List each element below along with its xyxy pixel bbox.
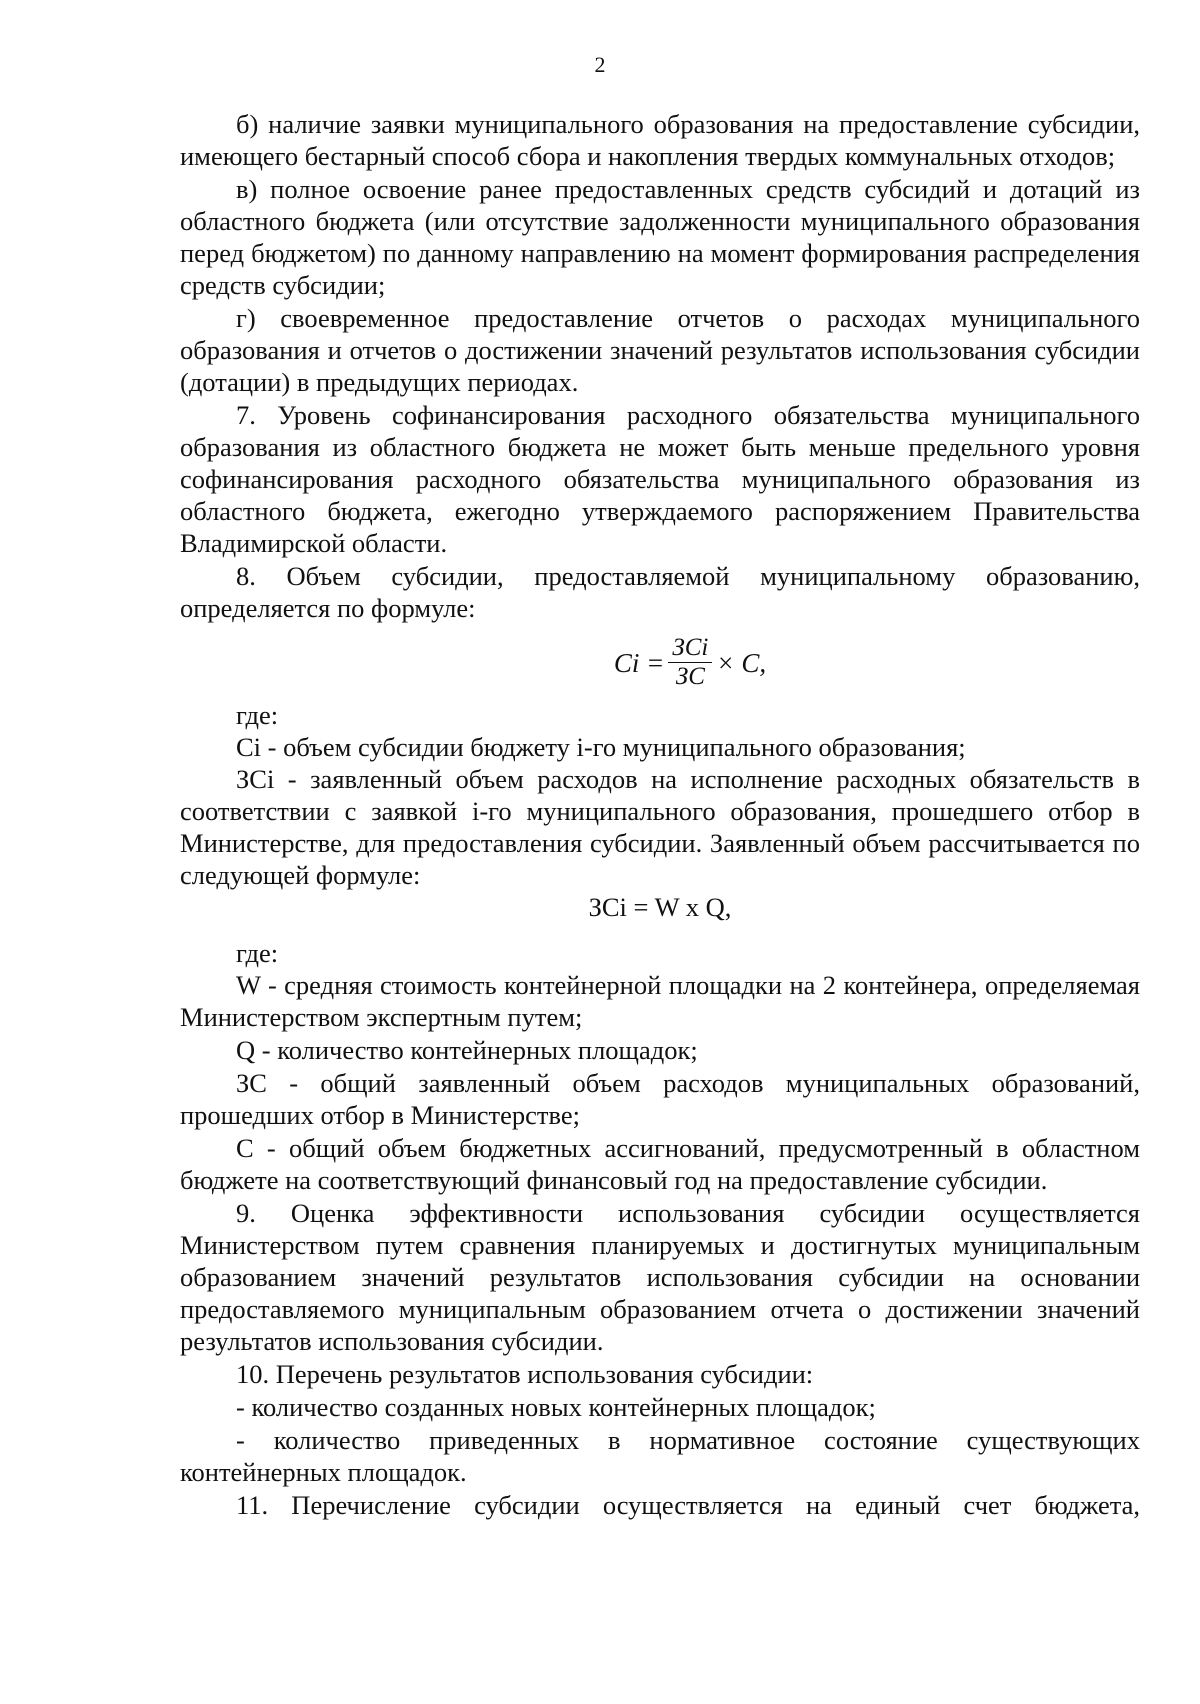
formula-rhs: × C, (716, 647, 767, 678)
paragraph-10-item-1: - количество созданных новых контейнерных площадок; (236, 1392, 876, 1422)
definition-zci: ЗCi - заявленный объем расходов на исполнение расходных обязательств в соответствии с заявкой i-го муниципального образования, прошедшего отбор в Министерстве, для предоставления субсидии. Заявленный объем рассчитывается по следующей формуле: (180, 764, 1140, 890)
paragraph-11: 11. Перечисление субсидии осуществляется на единый счет бюджета, (236, 1490, 1140, 1520)
where-label-1: где: (236, 700, 279, 730)
paragraph-9: 9. Оценка эффективности использования субсидии осуществляется Министерством путем сравнения планируемых и достигнутых муниципальным образованием значений результатов использования субсидии на основании предоставляемого муниципальным образованием отчета о достижении значений результатов использования субсидии. (180, 1198, 1140, 1356)
where-label-2: где: (236, 938, 279, 968)
paragraph-g: г) своевременное предоставление отчетов о расходах муниципального образования и отчетов о достижении значений результатов использования субсидии (дотации) в предыдущих периодах. (180, 303, 1140, 397)
paragraph-8: 8. Объем субсидии, предоставляемой муниципальному образованию, определяется по формуле: (180, 561, 1140, 623)
formula-numerator: ЗCi (668, 634, 712, 663)
paragraph-b: б) наличие заявки муниципального образования на предоставление субсидии, имеющего бестарный способ сбора и накопления твердых коммунальных отходов; (180, 109, 1140, 171)
subsidy-formula (180, 634, 1140, 691)
formula-lhs: Ci = (613, 647, 665, 678)
definition-zc: ЗС - общий заявленный объем расходов муниципальных образований, прошедших отбор в Министерстве; (180, 1068, 1140, 1130)
declared-volume-formula: ЗCi = W x Q, (588, 892, 732, 922)
definition-ci: Ci - объем субсидии бюджету i-го муниципального образования; (236, 732, 966, 762)
page-number: 2 (594, 52, 606, 77)
document-body (180, 108, 1140, 1521)
definition-q: Q - количество контейнерных площадок; (236, 1035, 698, 1065)
paragraph-10: 10. Перечень результатов использования субсидии: (236, 1359, 814, 1389)
definition-w: W - средняя стоимость контейнерной площадки на 2 контейнера, определяемая Министерством экспертным путем; (180, 970, 1140, 1032)
paragraph-v: в) полное освоение ранее предоставленных средств субсидий и дотаций из областного бюджета (или отсутствие задолженности муниципального образования перед бюджетом) по данному направлению на момент формирования распределения средств субсидии; (180, 174, 1140, 300)
formula-fraction (668, 634, 712, 691)
paragraph-7: 7. Уровень софинансирования расходного обязательства муниципального образования из областного бюджета не может быть меньше предельного уровня софинансирования расходного обязательства муниципального образования из областного бюджета, ежегодно утверждаемого распоряжением Правительства Владимирской области. (180, 400, 1140, 558)
paragraph-10-item-2: - количество приведенных в нормативное состояние существующих контейнерных площадок. (180, 1425, 1140, 1487)
formula-denominator: ЗС (675, 663, 705, 690)
definition-c: С - общий объем бюджетных ассигнований, предусмотренный в областном бюджете на соответствующий финансовый год на предоставление субсидии. (180, 1133, 1140, 1195)
